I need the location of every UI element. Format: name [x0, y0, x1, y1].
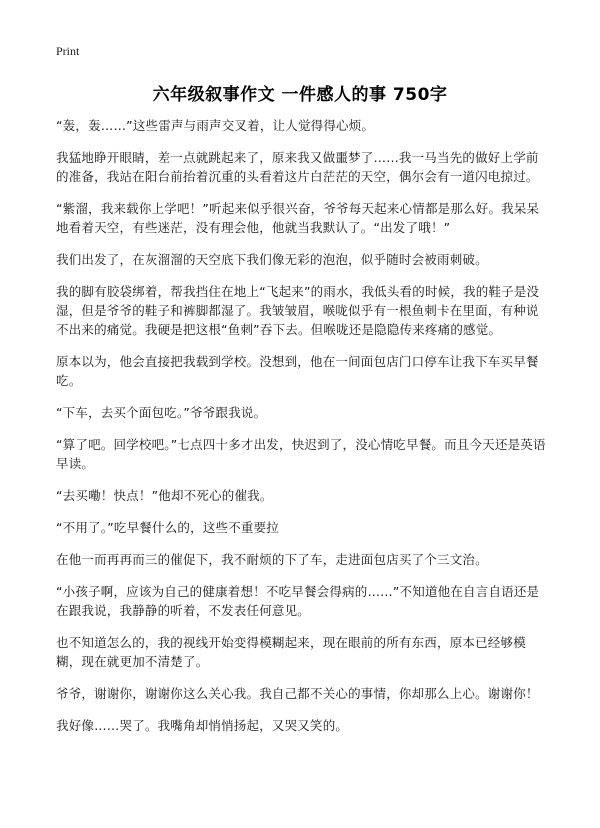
paragraph: 我的脚有胶袋绑着，帮我挡住在地上“飞起来”的雨水，我低头看的时候，我的鞋子是没湿，但是爷爷的鞋子和裤脚都湿了。我皱皱眉，喉咙似乎有一根鱼刺卡在里面，有种说不出来的痛觉。我硬是把这根“鱼刺”吞下去。但喉咙还是隐隐传来疼痛的感觉。: [56, 284, 540, 337]
paragraph: “算了吧。回学校吧。”七点四十多才出发，快迟到了，没心情吃早餐。而且今天还是英语早读。: [56, 437, 546, 471]
paragraph: 也不知道怎么的，我的视线开始变得模糊起来，现在眼前的所有东西，原本已经够模糊，现在就更加不清楚了。: [56, 635, 526, 669]
print-link[interactable]: Print: [56, 44, 80, 58]
paragraph: “小孩子啊，应该为自己的健康着想！不吃早餐会得病的……”不知道他在自言自语还是在跟我说，我静静的听着，不发表任何意见。: [56, 584, 540, 618]
paragraph: “紫溜，我来载你上学吧！”听起来似乎很兴奋，爷爷每天起来心情都是那么好。我呆呆地看着天空，有些迷茫，没有理会他，他就当我默认了。“出发了哦！”: [56, 201, 540, 235]
paragraph: 爷爷，谢谢你，谢谢你这么关心我。我自己都不关心的事情，你却那么上心。谢谢你！: [56, 686, 539, 701]
paragraph: “不用了。”吃早餐什么的，这些不重要拉: [56, 520, 280, 535]
paragraph: 我猛地睁开眼睛，差一点就跳起来了，原来我又做噩梦了……我一马当先的做好上学前的准备，我站在阳台前抬着沉重的头看着这片白茫茫的天空，偶尔会有一道闪电掠过。: [56, 150, 539, 184]
paragraph: 我们出发了，在灰溜溜的天空底下我们像无彩的泡泡，似乎随时会被雨刺破。: [56, 252, 488, 267]
essay-title: 六年级叙事作文 一件感人的事 750字: [152, 85, 448, 105]
paragraph: “轰，轰……”这些雷声与雨声交叉着，让人觉得得心烦。: [56, 118, 375, 133]
paragraph: “下车，去买个面包吃。”爷爷跟我说。: [56, 405, 267, 420]
paragraph: “去买嘞！快点！”他却不死心的催我。: [56, 488, 273, 503]
paragraph: 在他一而再再而三的催促下，我不耐烦的下了车，走进面包店买了个三文治。: [56, 552, 488, 567]
essay-body: [56, 116, 550, 748]
paragraph: 我好像……哭了。我嘴角却悄悄扬起，又哭又笑的。: [56, 718, 349, 733]
paragraph: 原本以为，他会直接把我载到学校。没想到，他在一间面包店门口停车让我下车买早餐吃。: [56, 354, 539, 388]
